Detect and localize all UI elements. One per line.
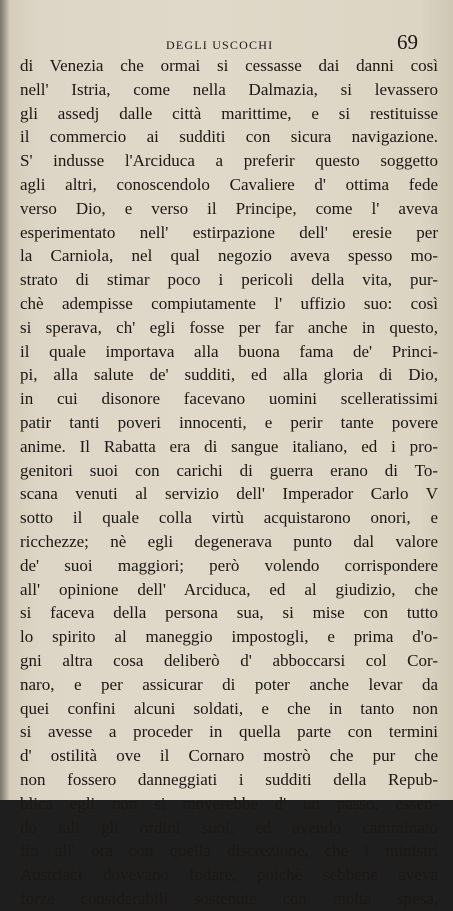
text-line: anime. Il Rabatta era di sangue italiano, ed i pro-	[20, 436, 438, 456]
text-line: in cui disonore facevano uomini scelleratissimi	[20, 389, 438, 409]
text-line: ricchezze; nè egli degenerava punto dal valore	[20, 531, 438, 551]
text-line: fin all' ora con quella discrezione, che i ministri	[20, 841, 438, 861]
text-line: S' indusse l'Arciduca a preferir questo soggetto	[20, 151, 438, 171]
text-line: si sperava, ch' egli fosse per far anche in questo,	[20, 317, 438, 337]
text-line: d' ostilità ove il Cornaro mostrò che pur che	[20, 746, 438, 766]
text-line: sotto il quale colla virtù acquistarono onori, e	[20, 508, 438, 528]
text-line: nell' Istria, come nella Dalmazia, si levassero	[20, 79, 438, 99]
text-line: forze considerabili sostenute con molta spesa,	[20, 888, 438, 908]
text-line: do tali gli ordini suoi, ed avendo camminato	[20, 817, 438, 837]
text-line: blica egli non si moverebbe d' un passo, essen-	[20, 793, 438, 813]
text-line: si avesse a proceder in quella parte con termini	[20, 722, 438, 742]
text-line: gli assedj dalle città marittime, e si restituisse	[20, 103, 438, 123]
text-line: non fossero danneggiati i sudditi della Repub-	[20, 769, 438, 789]
text-line: de' suoi maggiori; però volendo corrispondere	[20, 555, 438, 575]
text-line: quei confini alcuni soldati, e che in tanto non	[20, 698, 438, 718]
running-head: DEGLI USCOCHI	[166, 38, 274, 52]
text-line: gni altra cosa deliberò d' abboccarsi col Cor-	[20, 650, 438, 670]
body-text	[20, 54, 438, 911]
page-number: 69	[397, 30, 418, 54]
text-line: il quale importava alla buona fama de' Princi-	[20, 341, 438, 361]
text-line: chè adempisse compiutamente l' uffizio suo: così	[20, 293, 438, 313]
text-line: la Carniola, nel qual negozio aveva spesso mo-	[20, 246, 438, 266]
text-line: agli altri, conoscendolo Cavaliere d' ottima fede	[20, 174, 438, 194]
text-line: strato di stimar poco i pericoli della vita, pur-	[20, 270, 438, 290]
text-line: Austriaci dovevano lodare, poichè sebbene aveva	[20, 865, 438, 885]
text-line: si faceva della persona sua, si mise con tutto	[20, 603, 438, 623]
text-line: scana venuti al servizio dell' Imperador Carlo V	[20, 484, 438, 504]
text-line: genitori suoi con carichi di guerra erano di To-	[20, 460, 438, 480]
text-line: lo spirito al maneggio impostogli, e prima d'o-	[20, 627, 438, 647]
text-line: all' opinione dell' Arciduca, ed al giudizio, che	[20, 579, 438, 599]
text-line: verso Dio, e verso il Principe, come l' aveva	[20, 198, 438, 218]
text-line: patir tanti poveri innocenti, e perir tante povere	[20, 412, 438, 432]
text-line: di Venezia che ormai si cessasse dai danni così	[20, 56, 438, 75]
text-line: il commercio ai sudditi con sicura navigazione.	[20, 127, 438, 147]
text-line: pi, alla salute de' sudditi, ed alla gloria di Dio,	[20, 365, 438, 385]
gutter-shadow	[0, 0, 10, 800]
text-line: esperimentato nell' estirpazione dell' eresie per	[20, 222, 438, 242]
text-line: naro, e per assicurar di poter anche levar da	[20, 674, 438, 694]
